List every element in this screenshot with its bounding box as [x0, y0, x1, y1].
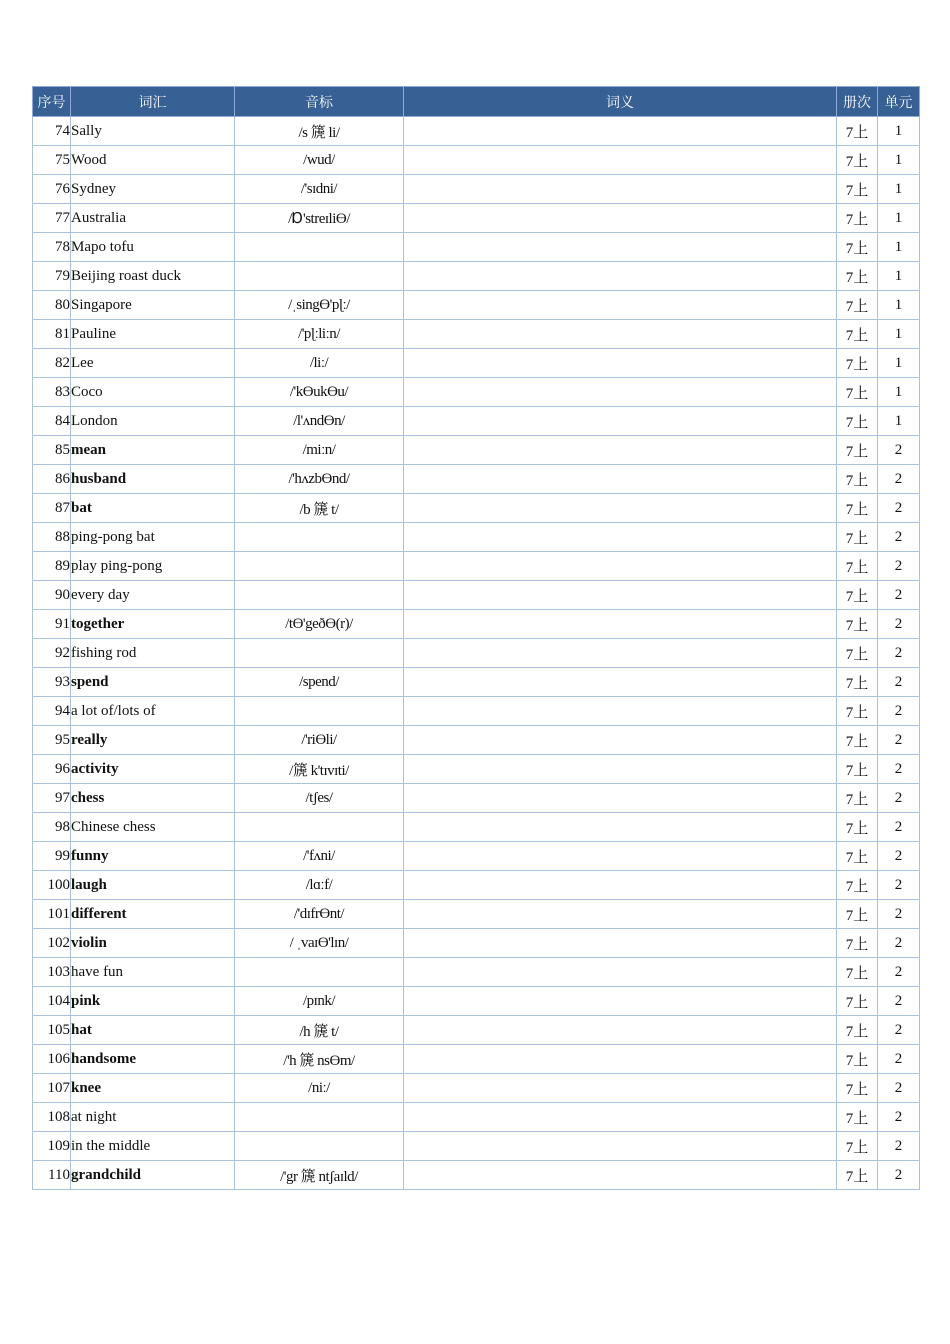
row-word: funny: [71, 842, 235, 871]
header-index: 序号: [33, 87, 71, 117]
row-word: Beijing roast duck: [71, 262, 235, 291]
row-meaning: [404, 1132, 837, 1161]
row-volume: 7上: [837, 1074, 878, 1103]
table-row: [33, 1132, 920, 1161]
row-phonetic: /wud/: [235, 146, 404, 175]
row-word: together: [71, 610, 235, 639]
header-word: 词汇: [71, 87, 235, 117]
row-phonetic: /lɑːf/: [235, 871, 404, 900]
row-meaning: [404, 726, 837, 755]
row-meaning: [404, 1045, 837, 1074]
row-phonetic: /Ɒ'streɪliƟ/: [235, 204, 404, 233]
row-meaning: [404, 465, 837, 494]
row-word: Singapore: [71, 291, 235, 320]
row-phonetic: /s 篪 li/: [235, 117, 404, 146]
row-word: have fun: [71, 958, 235, 987]
row-phonetic: /liː/: [235, 349, 404, 378]
row-index: 108: [33, 1103, 71, 1132]
row-phonetic: [235, 523, 404, 552]
row-word: a lot of/lots of: [71, 697, 235, 726]
row-index: 99: [33, 842, 71, 871]
row-unit: 1: [878, 407, 920, 436]
row-word: Coco: [71, 378, 235, 407]
row-volume: 7上: [837, 987, 878, 1016]
row-phonetic: /l'ʌndƟn/: [235, 407, 404, 436]
row-volume: 7上: [837, 871, 878, 900]
row-meaning: [404, 175, 837, 204]
table-row: [33, 610, 920, 639]
row-volume: 7上: [837, 1103, 878, 1132]
row-phonetic: /h 篪 t/: [235, 1016, 404, 1045]
row-word: pink: [71, 987, 235, 1016]
row-meaning: [404, 639, 837, 668]
row-word: Lee: [71, 349, 235, 378]
row-volume: 7上: [837, 552, 878, 581]
table-row: [33, 755, 920, 784]
row-phonetic: /'dɪfrƟnt/: [235, 900, 404, 929]
row-unit: 2: [878, 1074, 920, 1103]
row-phonetic: /tƟ'geðƟ(r)/: [235, 610, 404, 639]
table-row: [33, 1161, 920, 1190]
row-index: 89: [33, 552, 71, 581]
row-word: Chinese chess: [71, 813, 235, 842]
row-volume: 7上: [837, 610, 878, 639]
row-unit: 2: [878, 987, 920, 1016]
row-unit: 2: [878, 465, 920, 494]
table-row: [33, 1103, 920, 1132]
row-index: 105: [33, 1016, 71, 1045]
row-phonetic: [235, 639, 404, 668]
row-index: 97: [33, 784, 71, 813]
row-meaning: [404, 1161, 837, 1190]
row-index: 88: [33, 523, 71, 552]
table-row: [33, 697, 920, 726]
row-index: 96: [33, 755, 71, 784]
row-volume: 7上: [837, 1161, 878, 1190]
row-index: 82: [33, 349, 71, 378]
row-meaning: [404, 842, 837, 871]
row-unit: 2: [878, 958, 920, 987]
row-unit: 1: [878, 175, 920, 204]
row-word: Sally: [71, 117, 235, 146]
table-row: [33, 552, 920, 581]
row-phonetic: /'pɭːliːn/: [235, 320, 404, 349]
row-word: at night: [71, 1103, 235, 1132]
row-index: 102: [33, 929, 71, 958]
row-meaning: [404, 610, 837, 639]
table-row: [33, 378, 920, 407]
row-unit: 2: [878, 668, 920, 697]
row-index: 103: [33, 958, 71, 987]
row-volume: 7上: [837, 1016, 878, 1045]
row-volume: 7上: [837, 813, 878, 842]
row-volume: 7上: [837, 117, 878, 146]
row-phonetic: [235, 958, 404, 987]
row-index: 75: [33, 146, 71, 175]
row-index: 101: [33, 900, 71, 929]
row-volume: 7上: [837, 436, 878, 465]
table-row: [33, 726, 920, 755]
row-index: 107: [33, 1074, 71, 1103]
row-word: fishing rod: [71, 639, 235, 668]
table-row: [33, 929, 920, 958]
row-phonetic: /pɪnk/: [235, 987, 404, 1016]
row-volume: 7上: [837, 291, 878, 320]
row-unit: 1: [878, 349, 920, 378]
row-index: 74: [33, 117, 71, 146]
row-index: 87: [33, 494, 71, 523]
row-meaning: [404, 436, 837, 465]
row-volume: 7上: [837, 958, 878, 987]
row-index: 95: [33, 726, 71, 755]
row-unit: 2: [878, 1161, 920, 1190]
table-row: [33, 320, 920, 349]
row-volume: 7上: [837, 900, 878, 929]
row-word: Wood: [71, 146, 235, 175]
row-index: 93: [33, 668, 71, 697]
row-meaning: [404, 1074, 837, 1103]
row-meaning: [404, 813, 837, 842]
row-volume: 7上: [837, 755, 878, 784]
row-meaning: [404, 523, 837, 552]
row-volume: 7上: [837, 407, 878, 436]
row-unit: 2: [878, 494, 920, 523]
table-body: [33, 117, 920, 1190]
row-meaning: [404, 697, 837, 726]
row-unit: 1: [878, 204, 920, 233]
table-row: [33, 204, 920, 233]
table-row: [33, 987, 920, 1016]
row-phonetic: [235, 1132, 404, 1161]
row-volume: 7上: [837, 1132, 878, 1161]
row-index: 84: [33, 407, 71, 436]
row-word: spend: [71, 668, 235, 697]
table-row: [33, 871, 920, 900]
row-meaning: [404, 494, 837, 523]
header-row: [33, 87, 920, 117]
table-row: [33, 784, 920, 813]
row-unit: 2: [878, 1103, 920, 1132]
row-volume: 7上: [837, 262, 878, 291]
row-meaning: [404, 871, 837, 900]
row-word: activity: [71, 755, 235, 784]
row-volume: 7上: [837, 929, 878, 958]
row-word: Australia: [71, 204, 235, 233]
row-volume: 7上: [837, 320, 878, 349]
row-word: chess: [71, 784, 235, 813]
vocabulary-table: [32, 86, 920, 1190]
row-index: 92: [33, 639, 71, 668]
table-row: [33, 813, 920, 842]
row-unit: 1: [878, 233, 920, 262]
row-phonetic: /'riƟli/: [235, 726, 404, 755]
row-word: knee: [71, 1074, 235, 1103]
row-unit: 2: [878, 436, 920, 465]
row-phonetic: /miːn/: [235, 436, 404, 465]
row-volume: 7上: [837, 581, 878, 610]
row-phonetic: /'hʌzbƟnd/: [235, 465, 404, 494]
row-volume: 7上: [837, 842, 878, 871]
row-word: husband: [71, 465, 235, 494]
table-row: [33, 494, 920, 523]
row-phonetic: /b 篪 t/: [235, 494, 404, 523]
row-meaning: [404, 320, 837, 349]
row-index: 91: [33, 610, 71, 639]
table-row: [33, 639, 920, 668]
row-meaning: [404, 291, 837, 320]
row-phonetic: [235, 262, 404, 291]
row-index: 90: [33, 581, 71, 610]
row-meaning: [404, 668, 837, 697]
row-phonetic: /'gr 篪 ntʃaɪld/: [235, 1161, 404, 1190]
row-meaning: [404, 1103, 837, 1132]
row-volume: 7上: [837, 784, 878, 813]
row-meaning: [404, 929, 837, 958]
table-row: [33, 1016, 920, 1045]
row-word: London: [71, 407, 235, 436]
row-volume: 7上: [837, 726, 878, 755]
row-volume: 7上: [837, 175, 878, 204]
row-word: Pauline: [71, 320, 235, 349]
row-meaning: [404, 900, 837, 929]
row-phonetic: /spend/: [235, 668, 404, 697]
row-phonetic: /篪 k'tɪvɪti/: [235, 755, 404, 784]
row-unit: 1: [878, 320, 920, 349]
table-row: [33, 900, 920, 929]
row-volume: 7上: [837, 465, 878, 494]
row-unit: 2: [878, 1045, 920, 1074]
row-meaning: [404, 262, 837, 291]
row-phonetic: /'h 篪 nsƟm/: [235, 1045, 404, 1074]
table-row: [33, 117, 920, 146]
row-meaning: [404, 146, 837, 175]
row-word: really: [71, 726, 235, 755]
row-word: ping-pong bat: [71, 523, 235, 552]
row-unit: 2: [878, 1132, 920, 1161]
row-phonetic: /ˌsingƟ'pɭː/: [235, 291, 404, 320]
row-index: 100: [33, 871, 71, 900]
row-index: 79: [33, 262, 71, 291]
header-unit: 单元: [878, 87, 920, 117]
row-unit: 2: [878, 610, 920, 639]
row-unit: 1: [878, 146, 920, 175]
row-unit: 2: [878, 842, 920, 871]
table-row: [33, 262, 920, 291]
row-meaning: [404, 204, 837, 233]
row-volume: 7上: [837, 523, 878, 552]
row-meaning: [404, 581, 837, 610]
row-phonetic: [235, 581, 404, 610]
row-volume: 7上: [837, 639, 878, 668]
row-index: 109: [33, 1132, 71, 1161]
row-unit: 2: [878, 871, 920, 900]
row-index: 78: [33, 233, 71, 262]
table-row: [33, 146, 920, 175]
row-phonetic: /tʃes/: [235, 784, 404, 813]
table-row: [33, 523, 920, 552]
row-word: bat: [71, 494, 235, 523]
row-phonetic: [235, 697, 404, 726]
table-row: [33, 581, 920, 610]
row-index: 94: [33, 697, 71, 726]
row-word: different: [71, 900, 235, 929]
header-phonetic: 音标: [235, 87, 404, 117]
row-index: 86: [33, 465, 71, 494]
row-meaning: [404, 987, 837, 1016]
row-index: 80: [33, 291, 71, 320]
row-volume: 7上: [837, 204, 878, 233]
row-volume: 7上: [837, 146, 878, 175]
row-phonetic: [235, 552, 404, 581]
row-unit: 2: [878, 1016, 920, 1045]
table-row: [33, 349, 920, 378]
table-row: [33, 1074, 920, 1103]
table-row: [33, 407, 920, 436]
row-index: 110: [33, 1161, 71, 1190]
row-unit: 2: [878, 726, 920, 755]
row-unit: 1: [878, 262, 920, 291]
row-meaning: [404, 1016, 837, 1045]
row-unit: 2: [878, 639, 920, 668]
table-row: [33, 175, 920, 204]
row-word: laugh: [71, 871, 235, 900]
row-meaning: [404, 378, 837, 407]
row-phonetic: [235, 1103, 404, 1132]
row-word: Sydney: [71, 175, 235, 204]
row-unit: 2: [878, 581, 920, 610]
row-meaning: [404, 755, 837, 784]
row-unit: 1: [878, 117, 920, 146]
row-volume: 7上: [837, 697, 878, 726]
row-unit: 1: [878, 378, 920, 407]
row-index: 77: [33, 204, 71, 233]
table-row: [33, 668, 920, 697]
row-phonetic: /'sɪdni/: [235, 175, 404, 204]
row-meaning: [404, 407, 837, 436]
row-word: grandchild: [71, 1161, 235, 1190]
row-index: 83: [33, 378, 71, 407]
row-word: play ping-pong: [71, 552, 235, 581]
table-row: [33, 233, 920, 262]
row-volume: 7上: [837, 1045, 878, 1074]
row-word: mean: [71, 436, 235, 465]
row-word: hat: [71, 1016, 235, 1045]
row-volume: 7上: [837, 494, 878, 523]
header-meaning: 词义: [404, 87, 837, 117]
row-unit: 2: [878, 697, 920, 726]
row-unit: 2: [878, 929, 920, 958]
row-phonetic: / ˌvaɪƟ'lɪn/: [235, 929, 404, 958]
row-unit: 2: [878, 523, 920, 552]
row-phonetic: /'fʌni/: [235, 842, 404, 871]
row-unit: 2: [878, 900, 920, 929]
row-volume: 7上: [837, 668, 878, 697]
row-word: in the middle: [71, 1132, 235, 1161]
row-unit: 2: [878, 813, 920, 842]
row-unit: 2: [878, 755, 920, 784]
row-word: violin: [71, 929, 235, 958]
row-unit: 2: [878, 552, 920, 581]
header-volume: 册次: [837, 87, 878, 117]
row-index: 85: [33, 436, 71, 465]
table-row: [33, 436, 920, 465]
row-meaning: [404, 958, 837, 987]
table-row: [33, 291, 920, 320]
row-phonetic: /'kƟukƟu/: [235, 378, 404, 407]
table-row: [33, 465, 920, 494]
row-volume: 7上: [837, 349, 878, 378]
row-meaning: [404, 117, 837, 146]
row-word: every day: [71, 581, 235, 610]
row-volume: 7上: [837, 378, 878, 407]
row-phonetic: /niː/: [235, 1074, 404, 1103]
row-index: 76: [33, 175, 71, 204]
table-row: [33, 842, 920, 871]
row-index: 98: [33, 813, 71, 842]
row-index: 81: [33, 320, 71, 349]
row-phonetic: [235, 233, 404, 262]
row-meaning: [404, 552, 837, 581]
row-meaning: [404, 784, 837, 813]
row-word: handsome: [71, 1045, 235, 1074]
row-meaning: [404, 349, 837, 378]
row-unit: 2: [878, 784, 920, 813]
row-index: 104: [33, 987, 71, 1016]
row-phonetic: [235, 813, 404, 842]
row-unit: 1: [878, 291, 920, 320]
row-index: 106: [33, 1045, 71, 1074]
row-word: Mapo tofu: [71, 233, 235, 262]
row-volume: 7上: [837, 233, 878, 262]
table-row: [33, 958, 920, 987]
row-meaning: [404, 233, 837, 262]
table-row: [33, 1045, 920, 1074]
